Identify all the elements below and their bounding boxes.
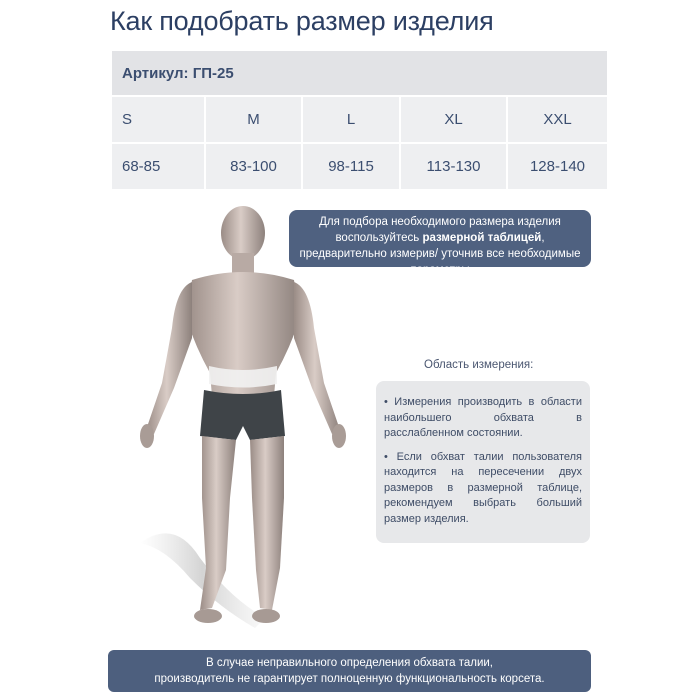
- size-table: [110, 49, 609, 191]
- warning-line: производитель не гарантирует полноценную функциональность корсета.: [154, 673, 545, 685]
- size-table-tip: [289, 210, 591, 276]
- size-range: 113-130: [401, 144, 506, 189]
- size-range: 98-115: [303, 144, 399, 189]
- size-range: 68-85: [112, 144, 204, 189]
- size-label: XL: [401, 97, 506, 142]
- size-label: L: [303, 97, 399, 142]
- tip-text-end: , предварительно измерив/ уточнив все необходимые параметры: [299, 232, 581, 276]
- size-range: 83-100: [206, 144, 301, 189]
- article-row: [112, 51, 607, 95]
- note-item: • Если обхват талии пользователя находится на пересечении двух размеров в размерной таблице, рекомендуем выбрать больший размер изделия.: [384, 450, 582, 525]
- size-label: XXL: [508, 97, 607, 142]
- measure-area-label: Область измерения:: [424, 359, 534, 371]
- measurement-notes: [376, 381, 590, 543]
- warning-line: В случае неправильного определения обхвата талии,: [205, 657, 493, 669]
- size-range: 128-140: [508, 144, 607, 189]
- size-label: M: [206, 97, 301, 142]
- tip-bold-text: размерной таблицей: [422, 232, 542, 244]
- size-row: [112, 97, 607, 142]
- warning-banner: [108, 650, 591, 692]
- range-row: [112, 144, 607, 189]
- note-item: • Измерения производить в области наибольшего обхвата в расслабленном состоянии.: [384, 396, 582, 439]
- size-label: S: [112, 97, 204, 142]
- tip-text: Для подбора необходимого размера изделия воспользуйтесь: [319, 216, 561, 244]
- article-code: Артикул: ГП-25: [112, 51, 607, 95]
- page-title: Как подобрать размер изделия: [110, 6, 494, 36]
